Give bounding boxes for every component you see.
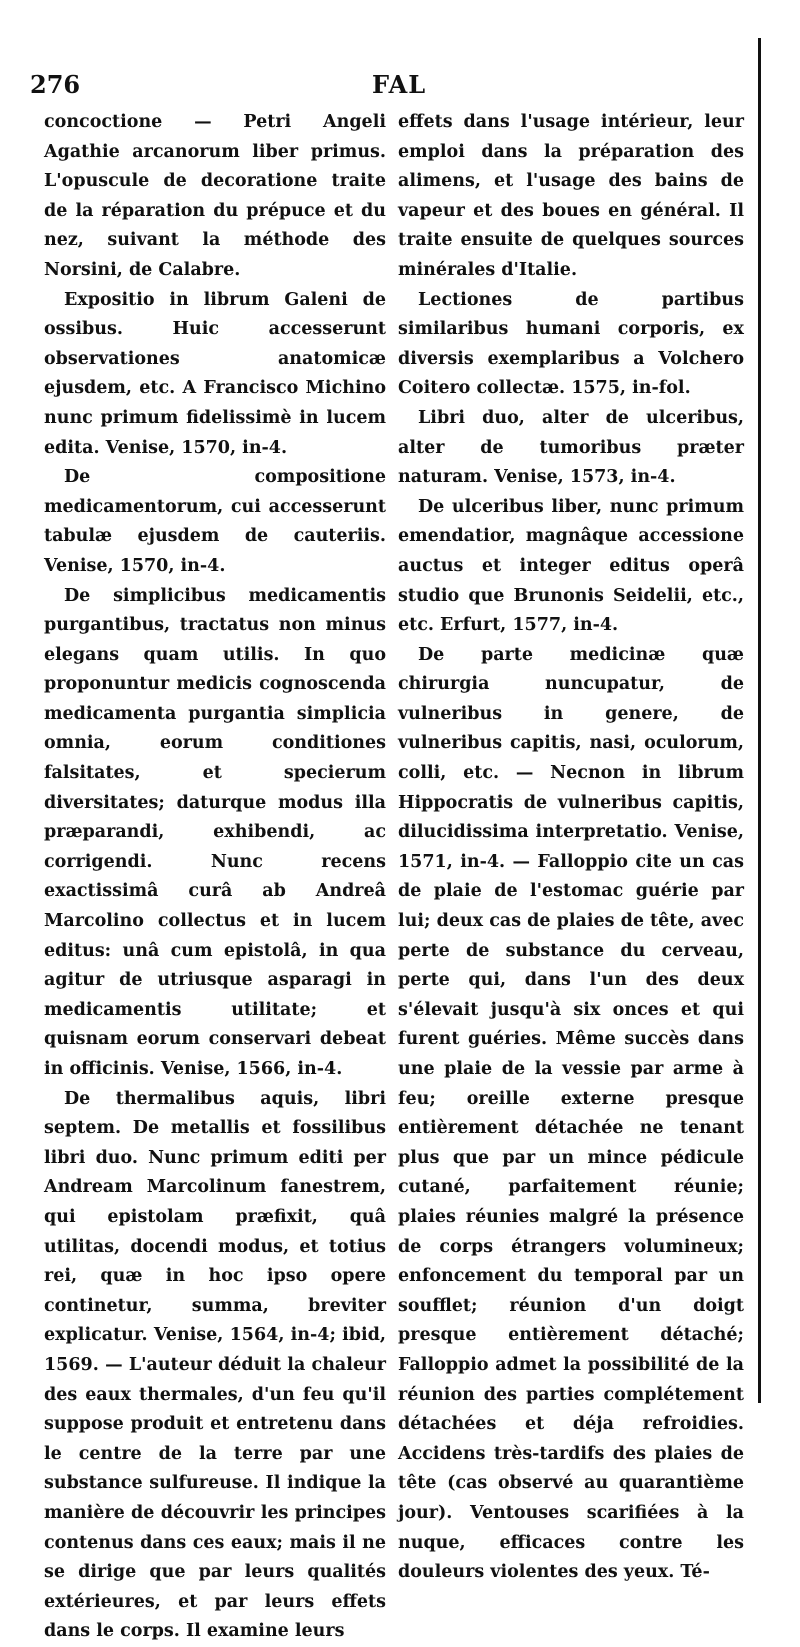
paragraph: De thermalibus aquis, libri septem. De metallis et fossilibus libri duo. Nunc primum editi per Andream Marcolinum fanestrem, qui epistolam præfixit, quâ utilitas, docendi modus, et totius rei, quæ in hoc ipso opere continetur, summa, breviter explicatur. Venise, 1564, in-4; ibid, 1569. — L'auteur déduit la chaleur des eaux thermales, d'un feu qu'il suppose produit et entretenu dans le centre de la terre par une substance sulfureuse. Il indique la manière de découvrir les principes contenus dans ces eaux; mais il ne se dirige que par leurs qualités extérieures, et par leurs effets dans le corps. Il examine leurs xyxy=(44,1088,386,1642)
page-edge-rule xyxy=(758,38,761,1403)
paragraph: De parte medicinæ quæ chirurgia nuncupatur, de vulneribus in genere, de vulneribus capitis, nasi, oculorum, colli, etc. — Necnon in librum Hippocratis de vulneribus capitis, dilucidissima interpretatio. Venise, 1571, in-4. — Falloppio cite un cas de plaie de l'estomac guérie par lui; deux cas de plaies de tête, avec perte de substance du cerveau, perte qui, dans l'un des deux s'élevait jusqu'à six onces et qui furent guéries. Même succès dans une plaie de la vessie par arme à feu; oreille externe presque entièrement détachée ne tenant plus que par un mince pédicule cutané, parfaitement réunie; plaies réunies malgré la présence de corps étrangers volumineux; enfoncement du temporal par un soufflet; réunion d'un doigt presque entièrement détaché; Falloppio admet la possibilité de la réunion des parties complétement détachées et déja refroidies. Accidens très-tardifs des plaies de tête (cas observé au quarantième jour). Ventouses scarifiées à la nuque, efficaces contre les douleurs violentes des yeux. Té- xyxy=(398,644,744,1583)
left-column xyxy=(44,108,386,1647)
paragraph: De simplicibus medicamentis purgantibus, tractatus non minus elegans quam utilis. In quo proponuntur medicis cognoscenda medicamenta purgantia simplicia omnia, eorum conditiones falsitates, et specierum diversitates; daturque modus illa præparandi, exhibendi, ac corrigendi. Nunc recens exactissimâ curâ ab Andreâ Marcolino collectus et in lucem editus: unâ cum epistolâ, in qua agitur de utriusque asparagi in medicamentis utilitate; et quisnam eorum conservari debeat in officinis. Venise, 1566, in-4. xyxy=(44,585,386,1079)
paragraph: Lectiones de partibus similaribus humani corporis, ex diversis exemplaribus a Volchero Coitero collectæ. 1575, in-fol. xyxy=(398,289,744,399)
right-column xyxy=(398,108,744,1588)
paragraph: effets dans l'usage intérieur, leur emploi dans la préparation des alimens, et l'usage des bains de vapeur et des boues en général. Il traite ensuite de quelques sources minérales d'Italie. xyxy=(398,112,744,280)
paragraph: De ulceribus liber, nunc primum emendatior, magnâque accessione auctus et integer editus operâ studio que Brunonis Seidelii, etc., etc. Erfurt, 1577, in-4. xyxy=(398,496,744,636)
running-head: FAL xyxy=(372,70,427,99)
paragraph: concoctione — Petri Angeli Agathie arcanorum liber primus. L'opuscule de decoratione traite de la réparation du prépuce et du nez, suivant la méthode des Norsini, de Calabre. xyxy=(44,112,386,280)
paragraph: Libri duo, alter de ulceribus, alter de tumoribus præter naturam. Venise, 1573, in-4. xyxy=(398,407,744,488)
paragraph: De compositione medicamentorum, cui accesserunt tabulæ ejusdem de cauteriis. Venise, 1570, in-4. xyxy=(44,467,386,576)
paragraph: Expositio in librum Galeni de ossibus. Huic accesserunt observationes anatomicæ ejusdem, etc. A Francisco Michino nunc primum fidelissimè in lucem edita. Venise, 1570, in-4. xyxy=(44,289,386,458)
page-number: 276 xyxy=(30,70,81,99)
